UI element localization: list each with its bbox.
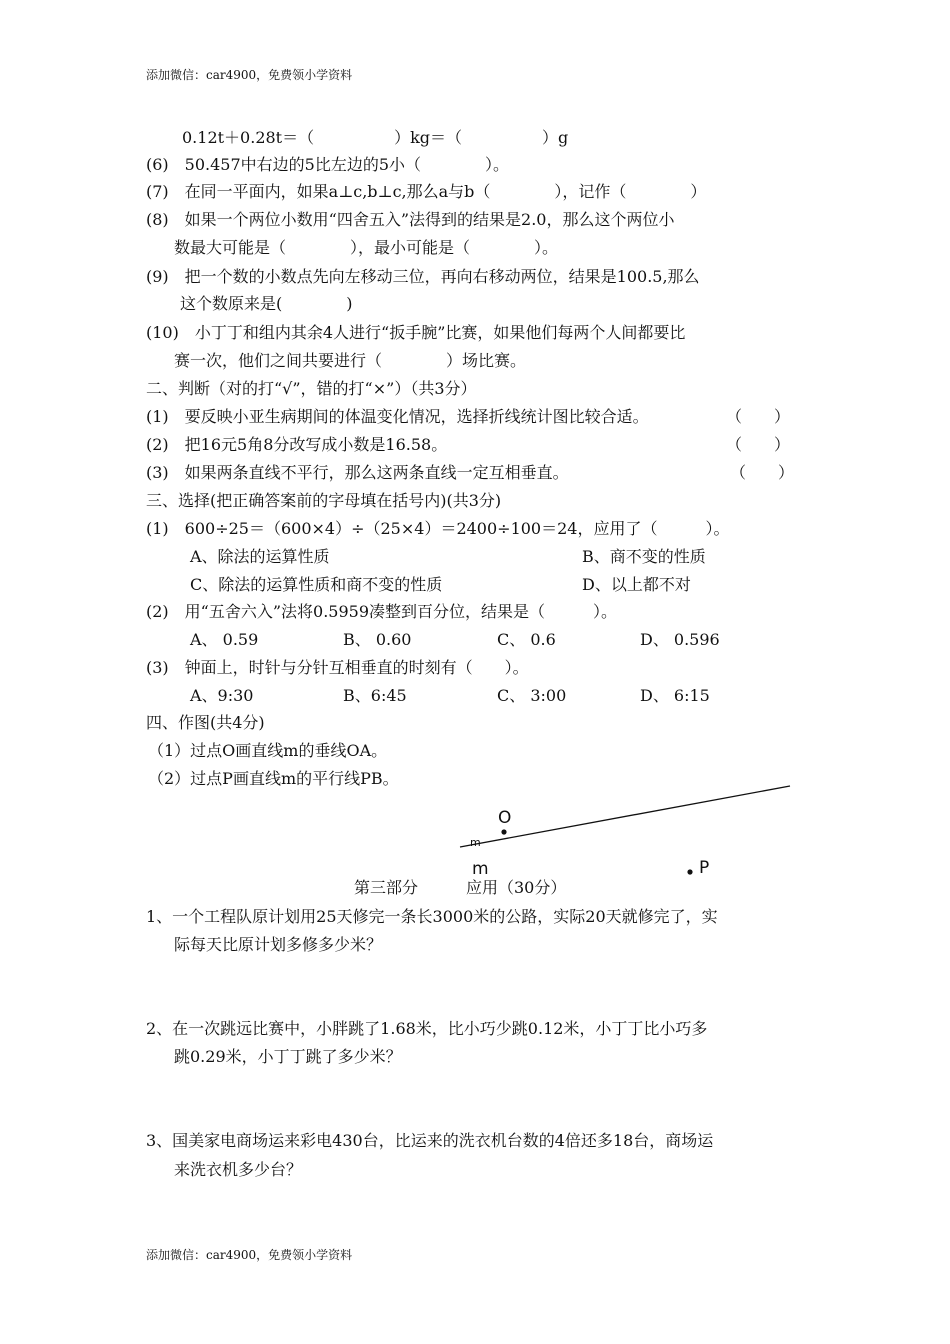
choice-q2-B: B、 0.60 [343,630,412,649]
header-note: 添加微信：car4900，免费领小学资料 [146,68,353,82]
choice-q2-A: A、 0.59 [190,630,259,649]
draw-item-2: （2）过点P画直线m的平行线PB。 [148,769,399,788]
label-m-small: m [470,836,481,849]
choice-q3-B: B、6:45 [343,686,407,705]
fill-q8-line1: (8) 如果一个两位小数用“四舍五入”法得到的结果是2.0，那么这个两位小 [146,210,675,229]
problem-2-line2: 跳0.29米，小丁丁跳了多少米？ [174,1047,402,1066]
label-o: O [498,808,512,828]
problem-3-line2: 来洗衣机多少台？ [174,1160,303,1179]
choice-q1-D: D、以上都不对 [582,575,691,594]
judge-item-2: (2) 把16元5角8分改写成小数是16.58。 [146,435,448,454]
problem-1-line2: 际每天比原计划多修多少米？ [174,935,383,954]
choice-q1-A: A、除法的运算性质 [190,547,330,566]
choice-q2-stem: (2) 用“五舍六入”法将0.5959凑整到百分位，结果是（ ）。 [146,602,618,621]
fill-q8-line2: 数最大可能是（ ），最小可能是（ ）。 [174,238,559,257]
judge-item-1: (1) 要反映小亚生病期间的体温变化情况，选择折线统计图比较合适。 [146,407,649,426]
choice-q1-stem: (1) 600÷25＝（600×4）÷（25×4）＝2400÷100＝24，应用了（ ）。 [146,519,730,538]
part3-title: 第三部分 应用（30分） [354,878,567,897]
fill-q10-line1: (10) 小丁丁和组内其余4人进行“扳手腕”比赛，如果他们每两个人间都要比 [146,323,686,342]
point-o [501,829,506,834]
choice-title: 三、选择(把正确答案前的字母填在括号内)(共3分) [146,491,502,510]
choice-q3-stem: (3) 钟面上，时针与分针互相垂直的时刻有（ ）。 [146,658,529,677]
judge-item-3: (3) 如果两条直线不平行，那么这两条直线一定互相垂直。 [146,463,569,482]
choice-q1-B: B、商不变的性质 [582,547,706,566]
choice-q3-D: D、 6:15 [640,686,710,705]
draw-item-1: （1）过点O画直线m的垂线OA。 [148,741,388,760]
choice-q2-C: C、 0.6 [497,630,556,649]
problem-1-line1: 1、一个工程队原计划用25天修完一条长3000米的公路，实际20天就修完了，实 [146,907,718,926]
judge-blank-1[interactable]: （ ） [726,407,791,426]
draw-title: 四、作图(共4分) [146,713,265,732]
choice-q2-D: D、 0.596 [640,630,720,649]
judge-blank-3[interactable]: （ ） [730,463,795,482]
fill-q10-line2: 赛一次，他们之间共要进行（ ）场比赛。 [174,351,527,370]
judge-blank-2[interactable]: （ ） [726,435,791,454]
label-p: P [699,858,710,878]
problem-2-line1: 2、在一次跳远比赛中，小胖跳了1.68米，比小巧少跳0.12米，小丁丁比小巧多 [146,1019,708,1038]
fill-q9-line1: (9) 把一个数的小数点先向左移动三位，再向右移动两位，结果是100.5,那么 [146,267,700,286]
problem-3-line1: 3、国美家电商场运来彩电430台，比运来的洗衣机台数的4倍还多18台，商场运 [146,1131,714,1150]
judge-title: 二、判断（对的打“√”，错的打“×”）（共3分） [146,379,477,398]
label-m: m [472,859,489,879]
choice-q3-C: C、 3:00 [497,686,567,705]
fill-q6: (6) 50.457中右边的5比左边的5小（ ）。 [146,155,510,174]
fill-q9-line2: 这个数原来是( ) [180,294,353,313]
point-p [687,869,692,874]
choice-q1-C: C、除法的运算性质和商不变的性质 [190,575,443,594]
choice-q3-A: A、9:30 [190,686,254,705]
footer-note: 添加微信：car4900，免费领小学资料 [146,1248,353,1262]
fill-line-unit: 0.12t＋0.28t＝（ ）kg＝（ ）g [182,128,569,147]
fill-q7: (7) 在同一平面内，如果a⊥c,b⊥c,那么a与b（ ），记作（ ） [146,182,707,201]
